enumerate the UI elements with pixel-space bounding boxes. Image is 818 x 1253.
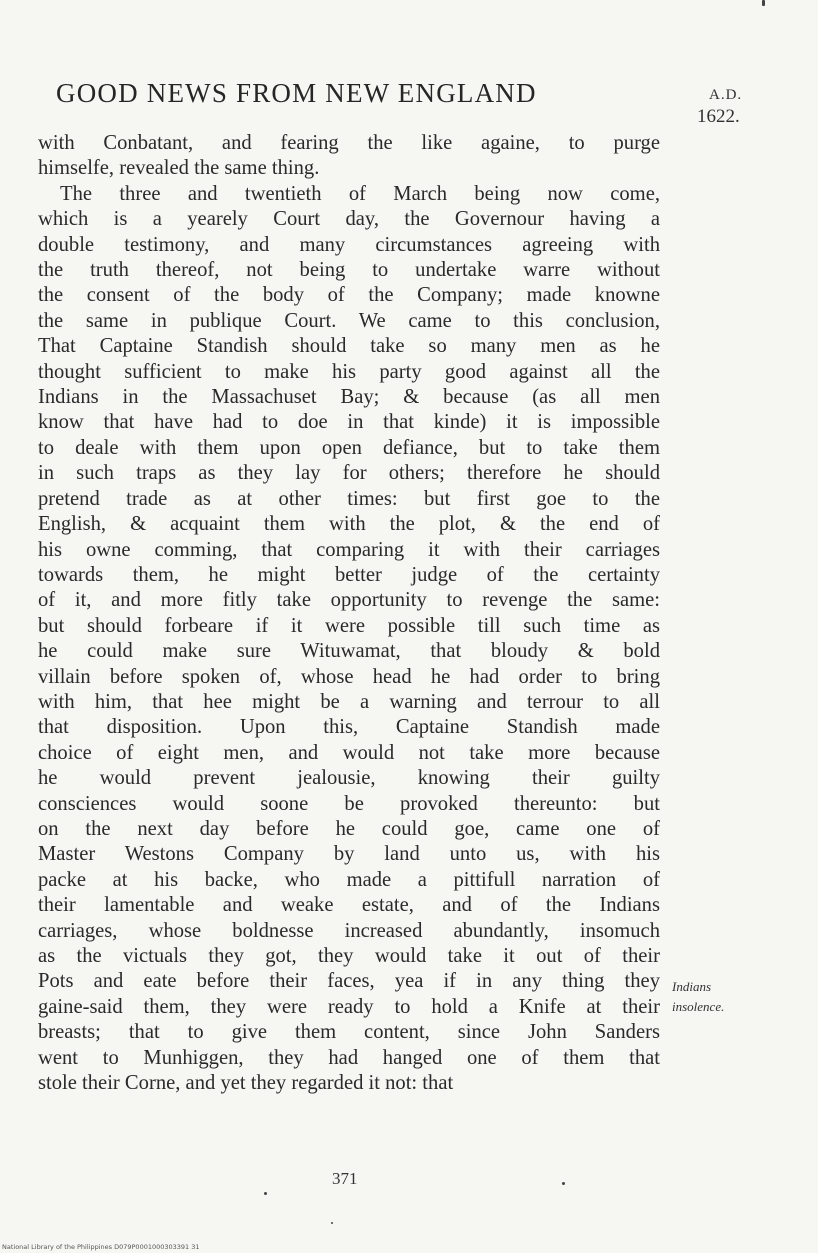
- text-line: breasts; that to give them content, since John Sanders: [38, 1021, 660, 1044]
- text-line: went to Munhiggen, they had hanged one of them that: [38, 1046, 660, 1069]
- text-line: Indians in the Massachuset Bay; & because (as all men: [38, 386, 660, 409]
- scan-footer: National Library of the Philippines D079P0001000303391 31: [2, 1243, 200, 1251]
- text-line: villain before spoken of, whose head he had order to bring: [38, 665, 660, 688]
- text-line: gaine-said them, they were ready to hold a Knife at their: [38, 995, 660, 1018]
- text-line: that disposition. Upon this, Captaine Standish made: [38, 716, 660, 739]
- text-line: choice of eight men, and would not take more because: [38, 741, 660, 764]
- body-text: [38, 131, 660, 1096]
- text-line: he could make sure Wituwamat, that bloudy & bold: [38, 640, 660, 663]
- scan-speck: [562, 1182, 565, 1185]
- text-line: Pots and eate before their faces, yea if in any thing they: [38, 970, 660, 993]
- page-number: 371: [332, 1169, 358, 1188]
- text-line: packe at his backe, who made a pittifull narration of: [38, 868, 660, 891]
- text-line: but should forbeare if it were possible till such time as: [38, 614, 660, 637]
- scan-speck: [264, 1192, 267, 1195]
- year-label: A.D.: [709, 87, 743, 103]
- text-line: himselfe, revealed the same thing.: [38, 157, 320, 180]
- running-title: GOOD NEWS FROM NEW ENGLAND: [56, 78, 537, 108]
- text-line: the truth thereof, not being to undertake warre without: [38, 259, 660, 282]
- text-line: of it, and more fitly take opportunity to revenge the same:: [38, 589, 660, 612]
- side-note-line-1: Indians: [672, 979, 711, 994]
- year-margin-note: [697, 84, 767, 128]
- text-line: thought sufficient to make his party good against all the: [38, 360, 660, 383]
- side-note-line-2: insolence.: [672, 999, 725, 1014]
- year-value: 1622.: [697, 106, 740, 127]
- text-line: to deale with them upon open defiance, but to take them: [38, 436, 660, 459]
- text-line: the same in publique Court. We came to this conclusion,: [38, 309, 660, 332]
- scan-speck: [762, 0, 765, 6]
- text-line: know that have had to doe in that kinde) it is impossible: [38, 411, 660, 434]
- text-line: with Conbatant, and fearing the like againe, to purge: [38, 132, 660, 154]
- side-note: [672, 977, 782, 1017]
- text-line: double testimony, and many circumstances agreeing with: [38, 233, 660, 256]
- text-line: he would prevent jealousie, knowing their guilty: [38, 767, 660, 790]
- text-line: stole their Corne, and yet they regarded it not: that: [38, 1072, 454, 1095]
- text-line: towards them, he might better judge of the certainty: [38, 563, 660, 586]
- text-line: consciences would soone be provoked thereunto: but: [38, 792, 660, 815]
- text-line: as the victuals they got, they would take it out of their: [38, 945, 660, 967]
- text-line: with him, that hee might be a warning and terrour to all: [38, 690, 660, 713]
- text-line: the consent of the body of the Company; made knowne: [38, 284, 660, 307]
- text-line: which is a yearely Court day, the Governour having a: [38, 208, 660, 231]
- text-line: on the next day before he could goe, came one of: [38, 817, 660, 840]
- text-line: his owne comming, that comparing it with their carriages: [38, 538, 660, 561]
- scan-speck: [331, 1222, 333, 1224]
- text-line: Master Westons Company by land unto us, with his: [38, 843, 660, 866]
- text-line: pretend trade as at other times: but first goe to the: [38, 487, 660, 510]
- text-line: The three and twentieth of March being now come,: [60, 182, 660, 205]
- text-line: carriages, whose boldnesse increased abundantly, insomuch: [38, 919, 660, 942]
- text-line: their lamentable and weake estate, and of the Indians: [38, 894, 660, 917]
- text-line: That Captaine Standish should take so many men as he: [38, 335, 660, 358]
- text-line: English, & acquaint them with the plot, & the end of: [38, 513, 660, 536]
- text-line: in such traps as they lay for others; therefore he should: [38, 462, 660, 485]
